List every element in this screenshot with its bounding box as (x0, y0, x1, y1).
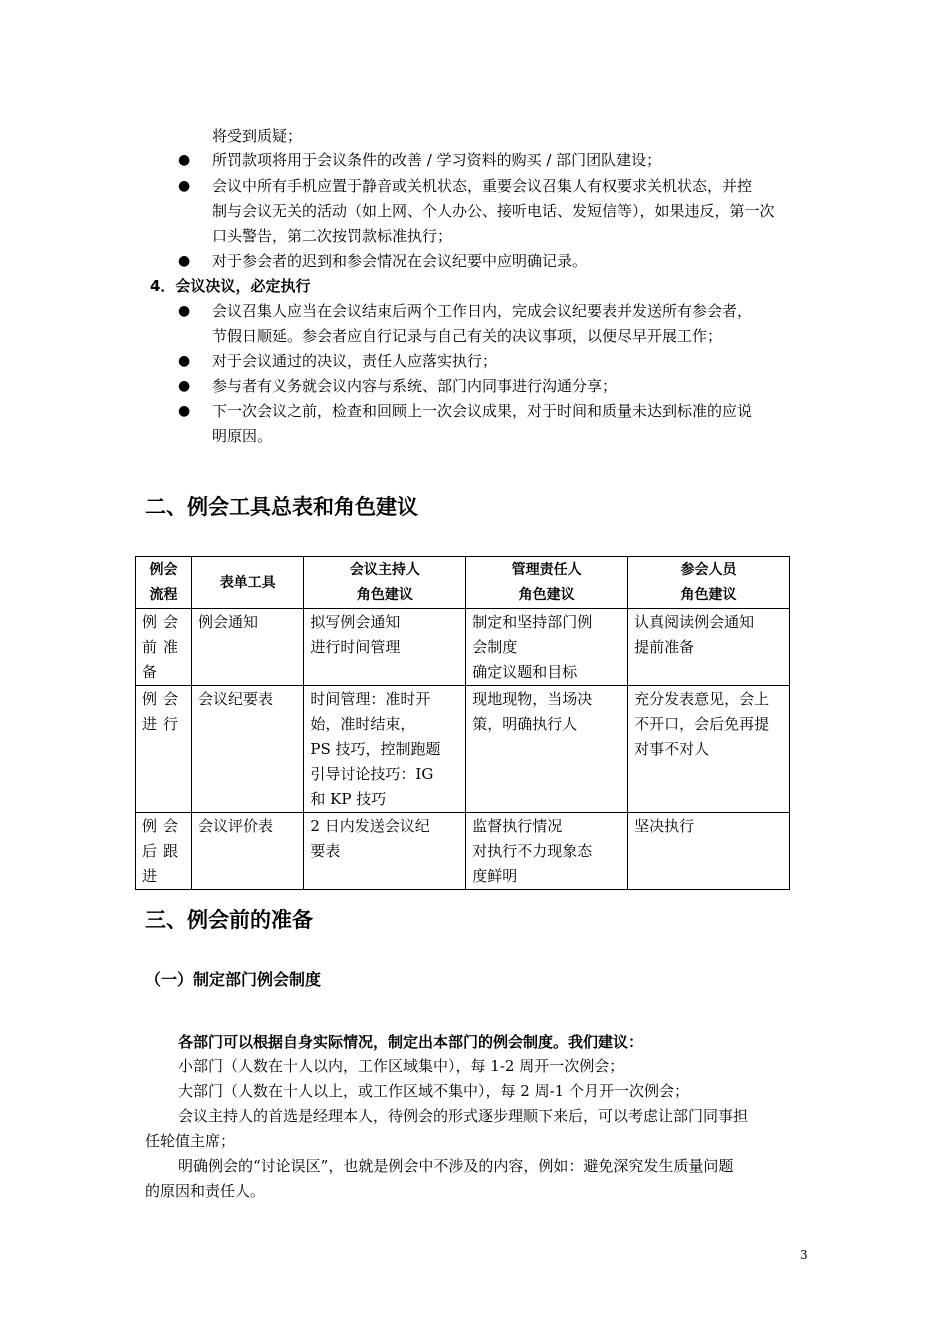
lead-paragraph: 各部门可以根据自身实际情况，制定出本部门的例会制度。我们建议： (178, 1033, 644, 1051)
section-title: 二、例会工具总表和角色建议 (145, 495, 418, 519)
table-header-row (136, 557, 790, 609)
cell-flow: 例会 后跟 进 (136, 813, 192, 890)
cell-manager: 现地现物，当场决 策，明确执行人 (466, 686, 628, 813)
cell-flow: 例会 前准 备 (136, 609, 192, 686)
bullet-icon: ● (178, 152, 191, 168)
paragraph: 明确例会的“讨论误区”，也就是例会中不涉及的内容，例如：避免深究发生质量问题 (178, 1157, 734, 1175)
bullet-icon: ● (178, 403, 191, 419)
cell-flow: 例会 进行 (136, 686, 192, 813)
item-heading: 4．会议决议，必定执行 (150, 277, 311, 295)
bullet-text-cont: 明原因。 (212, 427, 273, 445)
cell-form: 会议纪要表 (191, 686, 303, 813)
cell-host: 拟写例会通知 进行时间管理 (304, 609, 466, 686)
page-number: 3 (800, 1248, 808, 1262)
table-row (136, 609, 790, 686)
bullet-icon: ● (178, 378, 191, 394)
section-title: 三、例会前的准备 (145, 908, 313, 932)
bullet-icon: ● (178, 253, 191, 269)
text-line: 将受到质疑； (212, 127, 303, 145)
paragraph: 大部门（人数在十人以上，或工作区域不集中），每 2 周-1 个月开一次例会； (178, 1082, 689, 1100)
bullet-icon: ● (178, 353, 191, 369)
bullet-text: 所罚款项将用于会议条件的改善 / 学习资料的购买 / 部门团队建设； (212, 151, 662, 169)
bullet-text: 下一次会议之前，检查和回顾上一次会议成果，对于时间和质量未达到标准的应说 (212, 402, 753, 420)
header-host: 会议主持人 角色建议 (304, 557, 466, 609)
bullet-text: 参与者有义务就会议内容与系统、部门内同事进行沟通分享； (212, 377, 618, 395)
header-manager: 管理责任人 角色建议 (466, 557, 628, 609)
header-form: 表单工具 (191, 557, 303, 609)
paragraph-cont: 任轮值主席； (145, 1132, 236, 1150)
paragraph-cont: 的原因和责任人。 (145, 1182, 266, 1200)
cell-host: 时间管理：准时开 始，准时结束， PS 技巧，控制跑题 引导讨论技巧：IG 和 KP 技巧 (304, 686, 466, 813)
bullet-icon: ● (178, 303, 191, 319)
table-row (136, 686, 790, 813)
cell-manager: 监督执行情况 对执行不力现象态 度鲜明 (466, 813, 628, 890)
bullet-text: 对于会议通过的决议，责任人应落实执行； (212, 352, 498, 370)
cell-form: 会议评价表 (191, 813, 303, 890)
bullet-icon: ● (178, 178, 191, 194)
header-flow: 例会 流程 (136, 557, 192, 609)
cell-manager: 制定和坚持部门例 会制度 确定议题和目标 (466, 609, 628, 686)
cell-attendee: 认真阅读例会通知 提前准备 (628, 609, 790, 686)
bullet-text-cont: 节假日顺延。参会者应自行记录与自己有关的决议事项，以便尽早开展工作； (212, 327, 723, 345)
paragraph: 小部门（人数在十人以内，工作区域集中），每 1-2 周开一次例会； (178, 1057, 625, 1075)
subsection-title: （一）制定部门例会制度 (145, 970, 322, 989)
cell-host: 2 日内发送会议纪 要表 (304, 813, 466, 890)
cell-attendee: 坚决执行 (628, 813, 790, 890)
table-row (136, 813, 790, 890)
cell-attendee: 充分发表意见，会上 不开口，会后免再提 对事不对人 (628, 686, 790, 813)
bullet-text: 对于参会者的迟到和参会情况在会议纪要中应明确记录。 (212, 252, 588, 270)
header-attendee: 参会人员 角色建议 (628, 557, 790, 609)
bullet-text: 会议中所有手机应置于静音或关机状态，重要会议召集人有权要求关机状态，并控 (212, 177, 753, 195)
bullet-text-cont: 口头警告，第二次按罚款标准执行； (212, 227, 453, 245)
cell-form: 例会通知 (191, 609, 303, 686)
bullet-text-cont: 制与会议无关的活动（如上网、个人办公、接听电话、发短信等），如果违反，第一次 (212, 202, 775, 220)
tools-table (135, 556, 790, 890)
bullet-text: 会议召集人应当在会议结束后两个工作日内，完成会议纪要表并发送所有参会者， (212, 302, 753, 320)
paragraph: 会议主持人的首选是经理本人，待例会的形式逐步理顺下来后，可以考虑让部门同事担 (178, 1107, 749, 1125)
